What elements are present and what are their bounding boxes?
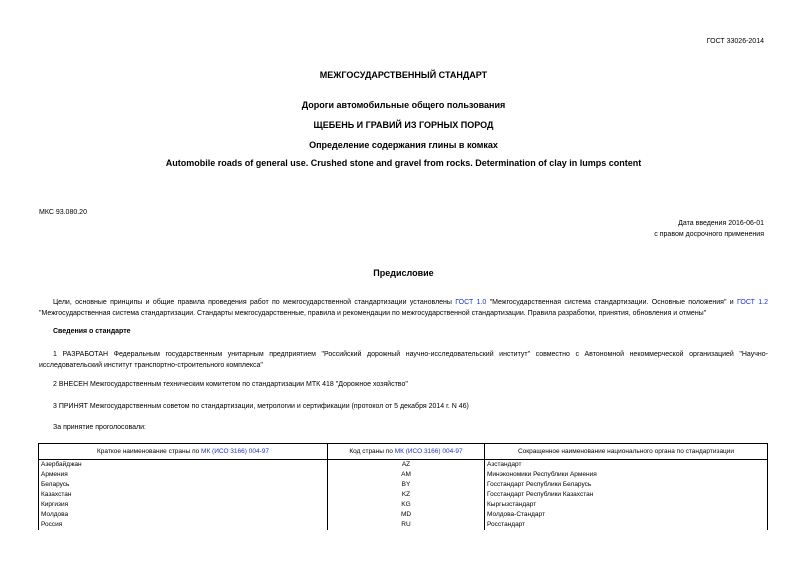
mks-code: МКС 93.080.20 <box>39 209 87 216</box>
early-application-note: с правом досрочного применения <box>654 231 764 238</box>
country-name: Азербайджан <box>39 460 328 471</box>
country-name: Молдова <box>39 510 328 520</box>
country-code: BY <box>328 480 485 490</box>
title-line-1: Дороги автомобильные общего пользования <box>301 100 506 110</box>
national-body: Росстандарт <box>485 520 768 530</box>
country-code: AM <box>328 470 485 480</box>
national-body: Госстандарт Республики Казахстан <box>485 490 768 500</box>
country-name: Армения <box>39 470 328 480</box>
national-body: Минэкономики Республики Армения <box>485 470 768 480</box>
voted-label: За принятие проголосовали: <box>53 424 146 431</box>
table-row <box>39 520 768 530</box>
table-row <box>39 490 768 500</box>
introduction-date-block <box>654 218 764 240</box>
preface-item-1: 1 РАЗРАБОТАН Федеральным государственным унитарным предприятием "Российский дорожный научно-исследовательский институт" совместно с Автономной некоммерческой организацией "Научно-исследовательский институт транспортно-строительного комплекса" <box>39 351 768 369</box>
standard-type-title: МЕЖГОСУДАРСТВЕННЫЙ СТАНДАРТ <box>319 70 488 80</box>
table-header-row <box>39 444 768 460</box>
title-line-2: ЩЕБЕНЬ И ГРАВИЙ ИЗ ГОРНЫХ ПОРОД <box>313 120 494 130</box>
national-body: Госстандарт Республики Беларусь <box>485 480 768 490</box>
preface-heading: Предисловие <box>373 268 434 278</box>
header-country-name: Краткое наименование страны по МК (ИСО 3166) 004-97 <box>39 444 328 460</box>
preface-item-2: 2 ВНЕСЕН Межгосударственным техническим комитетом по стандартизации МТК 418 "Дорожное хозяйство" <box>53 381 408 388</box>
header-country-code: Код страны по МК (ИСО 3166) 004-97 <box>328 444 485 460</box>
table-row <box>39 460 768 471</box>
country-code: AZ <box>328 460 485 471</box>
header-national-body: Сокращенное наименование национального органа по стандартизации <box>485 444 768 460</box>
table-row <box>39 480 768 490</box>
country-name: Киргизия <box>39 500 328 510</box>
national-body: Кыргызстандарт <box>485 500 768 510</box>
voting-states-table <box>38 443 768 530</box>
country-code: KG <box>328 500 485 510</box>
table-row <box>39 470 768 480</box>
table-row <box>39 510 768 520</box>
national-body: Молдова-Стандарт <box>485 510 768 520</box>
country-code: MD <box>328 510 485 520</box>
country-name: Беларусь <box>39 480 328 490</box>
gost-1-2-link[interactable]: ГОСТ 1.2 <box>737 299 768 306</box>
preface-p1-text-b: "Межгосударственная система стандартизации. Основные положения" и <box>486 299 737 306</box>
english-title: Automobile roads of general use. Crushed stone and gravel from rocks. Determination of clay in lumps content <box>165 158 642 168</box>
document-number: ГОСТ 33026-2014 <box>706 38 764 45</box>
country-name: Россия <box>39 520 328 530</box>
country-name: Казахстан <box>39 490 328 500</box>
country-code: KZ <box>328 490 485 500</box>
preface-p1-text-a: Цели, основные принципы и общие правила проведения работ по межгосударственной стандартизации установлены <box>53 299 456 306</box>
preface-paragraph-1 <box>39 297 768 319</box>
gost-1-0-link[interactable]: ГОСТ 1.0 <box>455 299 487 306</box>
national-body: Азстандарт <box>485 460 768 471</box>
table-row <box>39 500 768 510</box>
title-line-3: Определение содержания глины в комках <box>309 140 498 150</box>
mk-iso-3166-link[interactable]: МК (ИСО 3166) 004-97 <box>201 448 269 455</box>
preface-item-3: 3 ПРИНЯТ Межгосударственным советом по стандартизации, метрологии и сертификации (протокол от 5 декабря 2014 г. N 46) <box>53 403 469 410</box>
standard-info-heading: Сведения о стандарте <box>53 328 131 335</box>
introduction-date: Дата введения 2016-06-01 <box>678 220 764 227</box>
country-code: RU <box>328 520 485 530</box>
mk-iso-3166-link[interactable]: МК (ИСО 3166) 004-97 <box>394 448 463 455</box>
preface-p1-text-c: "Межгосударственная система стандартизации. Стандарты межгосударственные, правила и рекомендации по межгосударственной стандартизации. Правила разработки, принятия, обновления и отмены" <box>39 310 707 317</box>
